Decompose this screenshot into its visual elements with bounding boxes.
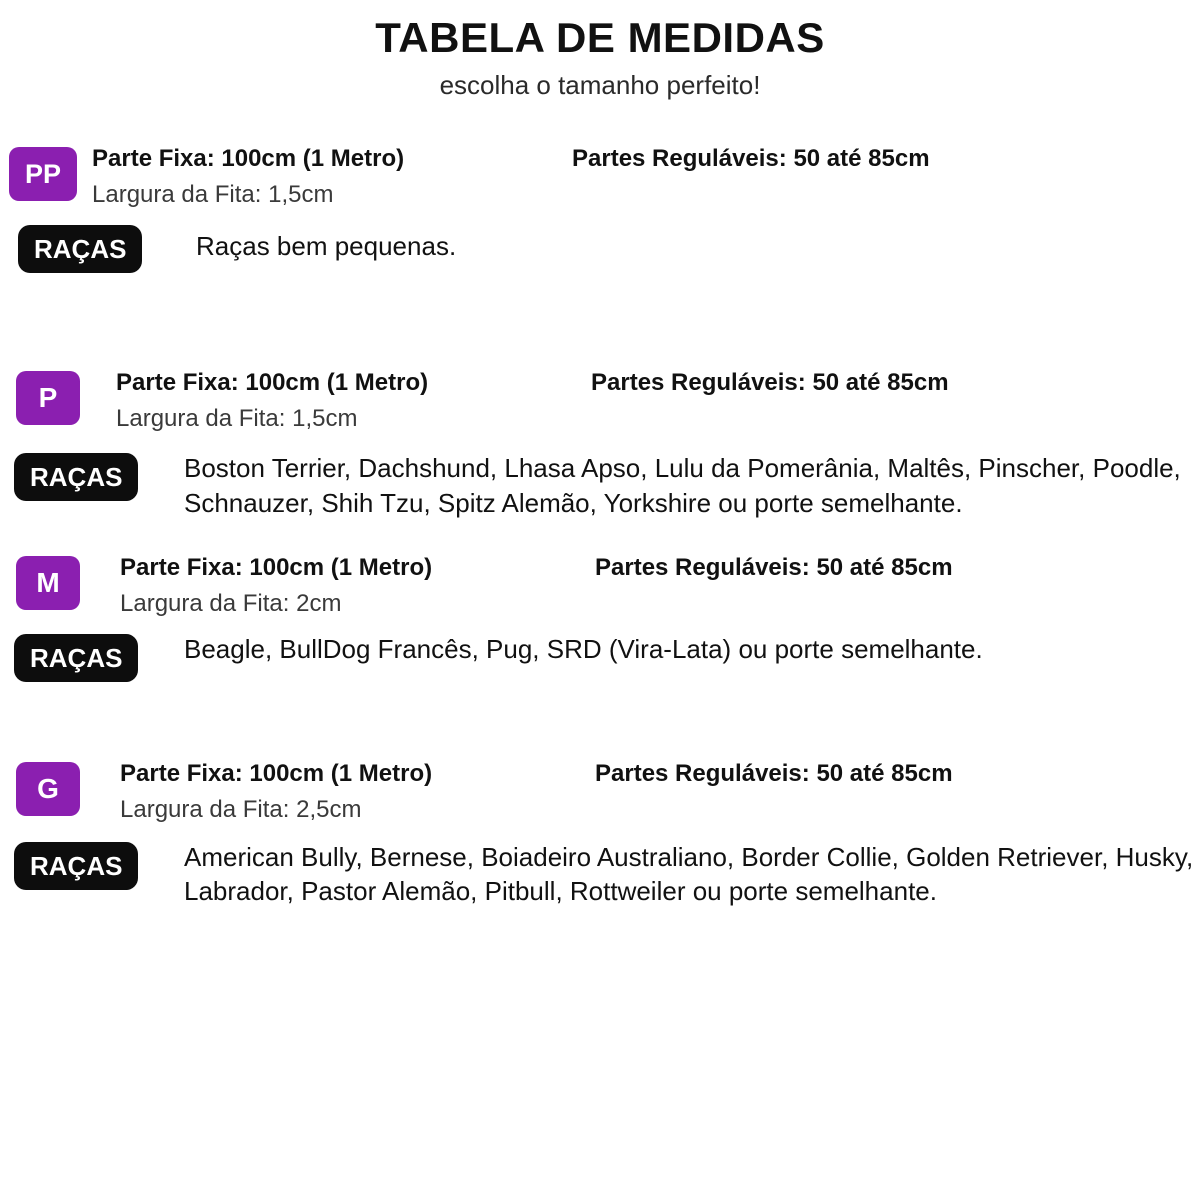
breeds-text: Beagle, BullDog Francês, Pug, SRD (Vira-Lata) ou porte semelhante. (184, 633, 983, 664)
breeds-badge-container (0, 223, 176, 273)
fixed-part-text: Parte Fixa: 100cm (1 Metro) (92, 145, 405, 173)
breeds-badge-container (0, 840, 176, 890)
measure-row (0, 369, 1200, 433)
measure-column (86, 145, 1200, 209)
size-badge-container (0, 760, 80, 816)
fixed-part-text: Parte Fixa: 100cm (1 Metro) (120, 553, 433, 581)
measure-column (80, 760, 1200, 824)
breeds-row (0, 840, 1200, 909)
breeds-row (0, 632, 1200, 682)
breeds-badge: RAÇAS (14, 842, 138, 890)
breeds-row (0, 451, 1200, 520)
tape-width-text: Largura da Fita: 1,5cm (92, 181, 334, 209)
breeds-text: American Bully, Bernese, Boiadeiro Australiano, Border Collie, Golden Retriever, Husky, Labrador, Pastor Alemão, Pitbull, Rottweiler ou porte semelhante. (184, 841, 1194, 907)
page-title: TABELA DE MEDIDAS (375, 14, 825, 61)
breeds-text: Boston Terrier, Dachshund, Lhasa Apso, Lulu da Pomerânia, Maltês, Pinscher, Poodle, Schnauzer, Shih Tzu, Spitz Alemão, Yorkshire ou porte semelhante. (184, 453, 1181, 518)
breeds-badge: RAÇAS (14, 634, 138, 682)
measure-row (0, 145, 1200, 209)
tape-width-text: Largura da Fita: 2cm (120, 589, 342, 617)
measure-column (80, 554, 1200, 618)
adjustable-part-text: Partes Reguláveis: 50 até 85cm (572, 145, 930, 173)
fixed-part-text: Parte Fixa: 100cm (1 Metro) (116, 369, 429, 397)
breeds-badge-container (0, 451, 176, 501)
size-block-g (0, 760, 1200, 909)
size-block-p (0, 369, 1200, 520)
measure-row (0, 760, 1200, 824)
measure-line (120, 760, 1200, 788)
measure-column (80, 369, 1200, 433)
measure-line (120, 554, 1200, 582)
size-badge-container (0, 145, 86, 201)
size-badge: PP (9, 147, 77, 201)
breeds-badge: RAÇAS (14, 453, 138, 501)
measure-row (0, 554, 1200, 618)
size-badge: G (16, 762, 80, 816)
size-badge: P (16, 371, 80, 425)
tape-width-text: Largura da Fita: 1,5cm (116, 405, 358, 433)
page-subtitle: escolha o tamanho perfeito! (439, 70, 761, 101)
breeds-text: Raças bem pequenas. (196, 231, 457, 262)
breeds-row (0, 223, 1200, 273)
adjustable-part-text: Partes Reguláveis: 50 até 85cm (595, 759, 953, 787)
measure-line (116, 369, 1200, 397)
measure-line (92, 145, 1200, 173)
size-badge: M (16, 556, 80, 610)
fixed-part-text: Parte Fixa: 100cm (1 Metro) (120, 759, 433, 787)
size-badge-container (0, 554, 80, 610)
breeds-badge: RAÇAS (18, 225, 142, 273)
breeds-badge-container (0, 632, 176, 682)
size-badge-container (0, 369, 80, 425)
adjustable-part-text: Partes Reguláveis: 50 até 85cm (591, 369, 949, 397)
page-header (0, 0, 1200, 101)
adjustable-part-text: Partes Reguláveis: 50 até 85cm (595, 553, 953, 581)
size-list (0, 145, 1200, 908)
tape-width-text: Largura da Fita: 2,5cm (120, 795, 362, 823)
size-block-pp (0, 145, 1200, 273)
size-block-m (0, 554, 1200, 682)
